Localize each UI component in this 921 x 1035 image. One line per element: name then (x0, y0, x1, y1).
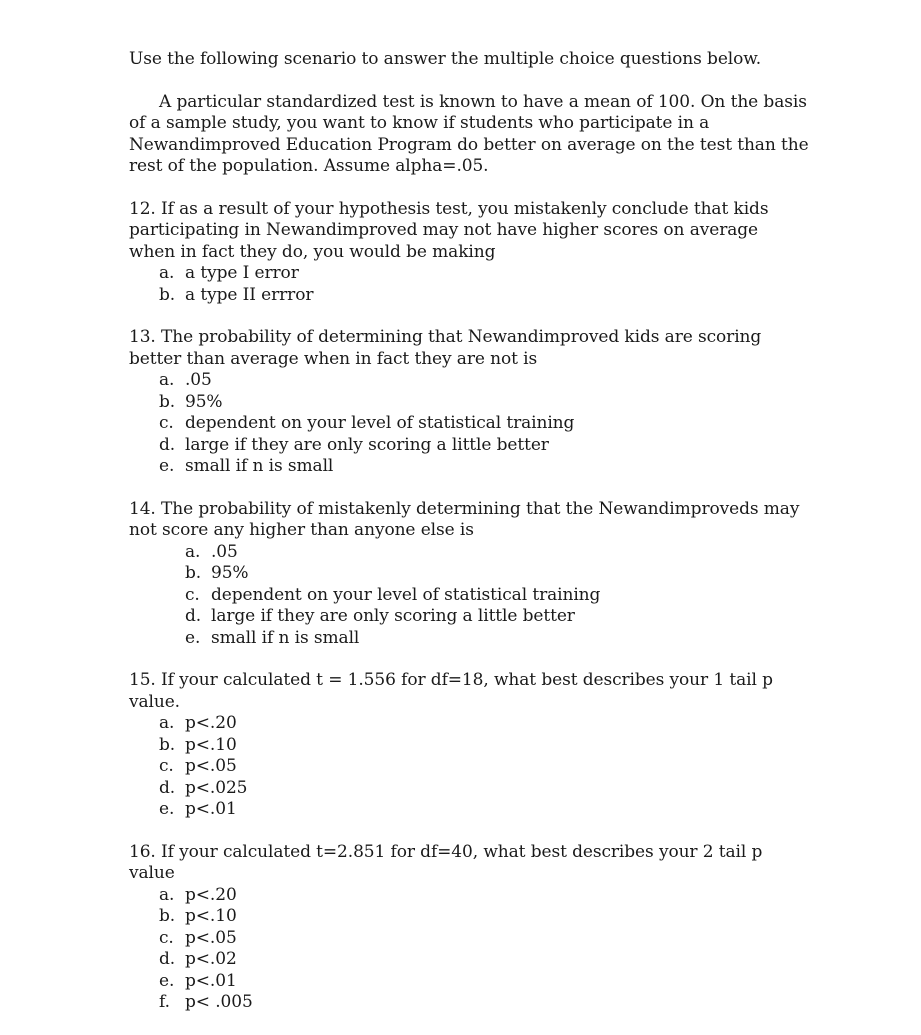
question-stem: 13. The probability of determining that Newandimproved kids are scoring better than average when in fact they are not is (129, 327, 762, 369)
scenario-paragraph: A particular standardized test is known to have a mean of 100. On the basis of a sample study, you want to know if students who participate in a Newandimproved Education Program do better on average on the test than the rest of the population. Assume alpha=.05. (129, 91, 809, 176)
option-text: p<.20 (185, 884, 237, 905)
option-text: p<.025 (185, 777, 248, 798)
option-letter: b. (159, 906, 176, 926)
option-letter: c. (185, 584, 200, 605)
question-12 (129, 199, 809, 307)
option-text: 95% (185, 391, 223, 412)
answer-option (159, 735, 809, 757)
option-letter: e. (159, 456, 175, 476)
option-text: p< .005 (185, 992, 253, 1012)
option-letter: e. (159, 799, 175, 819)
option-text: p<.10 (185, 906, 237, 926)
instructions-text: Use the following scenario to answer the multiple choice questions below. (129, 49, 762, 69)
option-letter: d. (159, 434, 176, 455)
question-15 (129, 670, 809, 821)
option-letter: a. (159, 370, 175, 390)
option-text: p<.10 (185, 734, 237, 755)
option-text: p<.02 (185, 949, 237, 969)
option-text: a type I error (185, 263, 299, 283)
option-letter: b. (159, 391, 176, 412)
option-text: .05 (185, 370, 212, 390)
option-letter: a. (159, 713, 175, 733)
option-letter: a. (185, 541, 201, 562)
option-text: p<.05 (185, 927, 237, 948)
answer-option (159, 456, 809, 478)
answer-option (159, 435, 809, 457)
document-page (129, 49, 809, 1035)
question-16 (129, 842, 809, 1014)
answer-option (185, 542, 809, 564)
answer-option (159, 885, 809, 907)
answer-option (159, 992, 809, 1014)
answer-option (159, 756, 809, 778)
option-letter: b. (185, 563, 202, 583)
answer-option (159, 370, 809, 392)
option-letter: b. (159, 734, 176, 755)
option-letter: d. (159, 949, 176, 969)
option-text: small if n is small (185, 456, 334, 476)
option-text: dependent on your level of statistical training (185, 413, 575, 433)
option-text: .05 (211, 541, 238, 562)
option-letter: f. (159, 992, 170, 1012)
answer-options (129, 713, 809, 821)
option-letter: c. (159, 927, 174, 948)
answer-options (129, 885, 809, 1014)
option-letter: e. (159, 970, 175, 991)
question-stem: 15. If your calculated t = 1.556 for df=18, what best describes your 1 tail p value. (129, 670, 773, 712)
option-letter: b. (159, 284, 176, 305)
answer-option (159, 949, 809, 971)
answer-option (185, 563, 809, 585)
answer-options (129, 542, 809, 650)
option-text: a type II errror (185, 284, 314, 305)
question-stem: 12. If as a result of your hypothesis test, you mistakenly conclude that kids participating in Newandimproved may not have higher scores on average when in fact they do, you would be making (129, 198, 769, 262)
option-letter: a. (159, 884, 175, 905)
answer-options (129, 370, 809, 478)
option-letter: a. (159, 263, 175, 283)
answer-option (185, 628, 809, 650)
question-13 (129, 327, 809, 478)
option-text: p<.01 (185, 799, 237, 819)
answer-option (159, 392, 809, 414)
question-14 (129, 499, 809, 650)
answer-option (159, 263, 809, 285)
answer-option (185, 606, 809, 628)
option-text: large if they are only scoring a little better (185, 434, 549, 455)
option-letter: d. (159, 777, 176, 798)
option-text: 95% (211, 563, 249, 583)
option-text: p<.20 (185, 713, 237, 733)
question-stem: 16. If your calculated t=2.851 for df=40, what best describes your 2 tail p value (129, 841, 763, 883)
option-letter: c. (159, 413, 174, 433)
answer-option (159, 971, 809, 993)
option-text: large if they are only scoring a little better (211, 606, 575, 626)
option-letter: d. (185, 606, 202, 626)
answer-options (129, 263, 809, 306)
answer-option (159, 285, 809, 307)
option-letter: e. (185, 627, 201, 648)
answer-option (159, 778, 809, 800)
answer-option (159, 928, 809, 950)
answer-option (159, 713, 809, 735)
option-text: p<.05 (185, 756, 237, 776)
option-text: dependent on your level of statistical training (211, 584, 601, 605)
option-text: p<.01 (185, 970, 237, 991)
answer-option (159, 906, 809, 928)
answer-option (185, 585, 809, 607)
option-text: small if n is small (211, 627, 360, 648)
option-letter: c. (159, 756, 174, 776)
answer-option (159, 413, 809, 435)
answer-option (159, 799, 809, 821)
question-stem: 14. The probability of mistakenly determining that the Newandimproveds may not score any higher than anyone else is (129, 498, 800, 540)
